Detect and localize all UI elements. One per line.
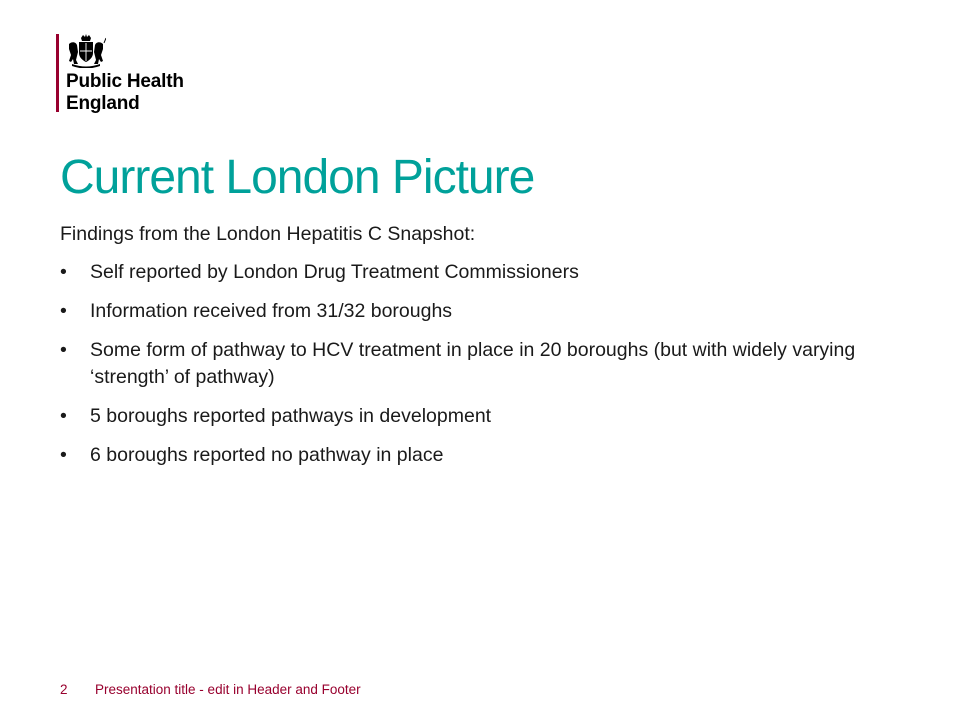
organization-name — [66, 71, 184, 115]
bullet-glyph: • — [60, 339, 67, 361]
bullet-text: Information received from 31/32 boroughs — [90, 300, 453, 322]
org-name-line1: Public Health — [66, 71, 184, 92]
bullet-text: 5 boroughs reported pathways in development — [90, 405, 492, 427]
org-name-line2: England — [66, 93, 140, 114]
list-item — [60, 337, 890, 391]
footer-text: Presentation title - edit in Header and Footer — [95, 682, 361, 697]
intro-text: Findings from the London Hepatitis C Snapshot: — [60, 223, 476, 245]
list-item — [60, 298, 890, 325]
list-item — [60, 442, 890, 469]
bullet-glyph: • — [60, 405, 67, 427]
bullet-text: Some form of pathway to HCV treatment in place in 20 boroughs (but with widely varying ‘strength’ of pathway) — [90, 339, 856, 388]
bullet-text: Self reported by London Drug Treatment Commissioners — [90, 261, 579, 283]
list-item — [60, 403, 890, 430]
logo-bar — [56, 34, 59, 112]
bullet-glyph: • — [60, 444, 67, 466]
bullet-text: 6 boroughs reported no pathway in place — [90, 444, 444, 466]
bullet-list — [60, 259, 890, 469]
bullet-glyph: • — [60, 261, 67, 283]
royal-coat-of-arms-icon — [66, 34, 106, 68]
bullet-glyph: • — [60, 300, 67, 322]
slide-title: Current London Picture — [60, 151, 535, 204]
page-number: 2 — [60, 682, 68, 697]
slide-content — [60, 221, 890, 481]
list-item — [60, 259, 890, 286]
